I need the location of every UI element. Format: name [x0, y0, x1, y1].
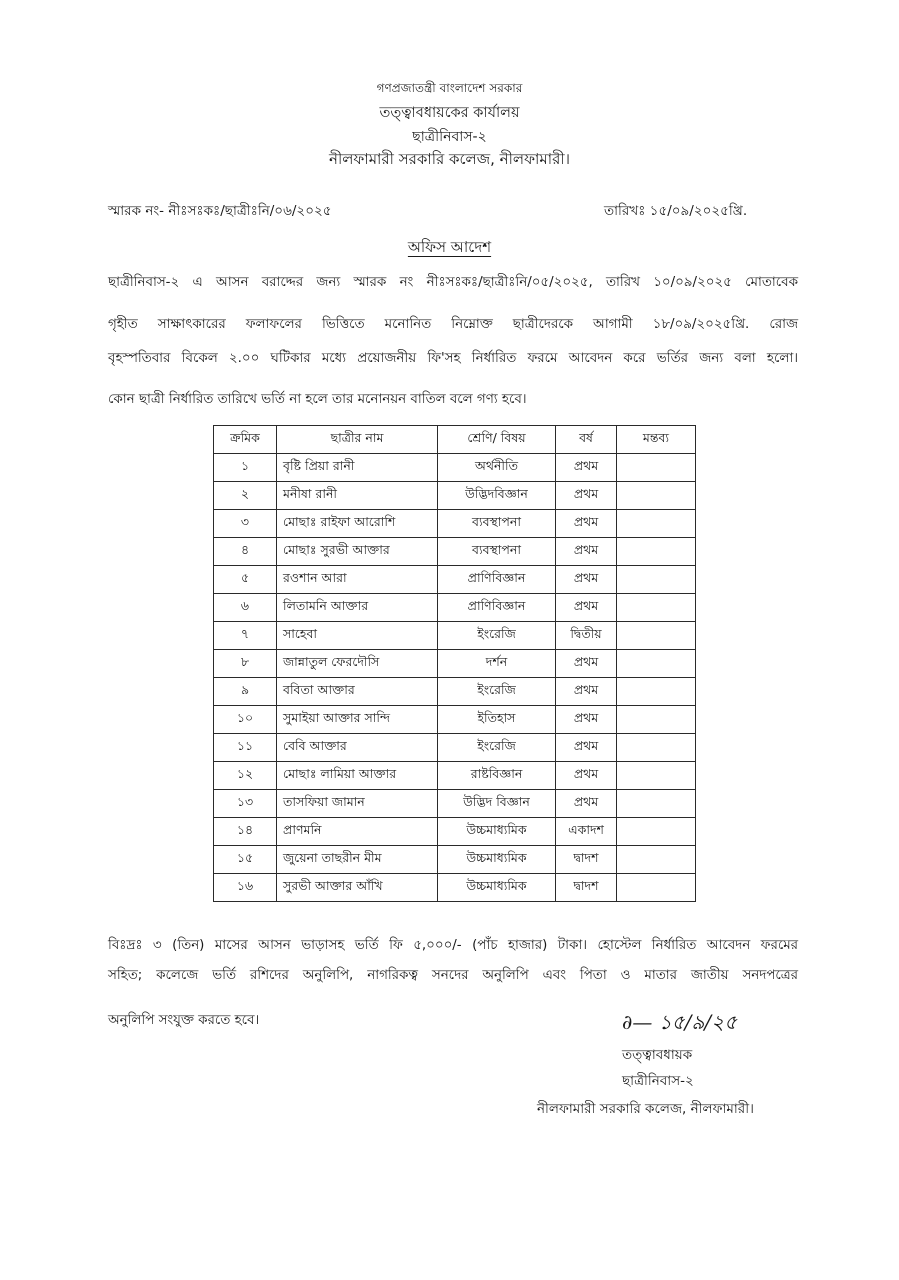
- table-row: [214, 594, 696, 622]
- cell-serial: ১: [214, 454, 277, 482]
- cell-serial: ৮: [214, 650, 277, 678]
- cell-serial: ১৫: [214, 846, 277, 874]
- cell-subject: উচ্চমাধ্যমিক: [438, 818, 556, 846]
- cell-name: জান্নাতুল ফেরদৌসি: [277, 650, 438, 678]
- cell-remarks: [617, 678, 696, 706]
- table-row: [214, 454, 696, 482]
- cell-subject: রাষ্টবিজ্ঞান: [438, 762, 556, 790]
- cell-serial: ১০: [214, 706, 277, 734]
- table-row: [214, 538, 696, 566]
- cell-subject: অর্থনীতি: [438, 454, 556, 482]
- table-row: [214, 874, 696, 902]
- cell-subject: উদ্ভিদবিজ্ঞান: [438, 482, 556, 510]
- cell-name: জুয়েনা তাছরীন মীম: [277, 846, 438, 874]
- cell-remarks: [617, 734, 696, 762]
- cell-name: সুমাইয়া আক্তার সান্দি: [277, 706, 438, 734]
- header-office: তত্ত্বাবধায়কের কার্যালয়: [379, 105, 520, 121]
- cell-remarks: [617, 482, 696, 510]
- table-row: [214, 762, 696, 790]
- cell-remarks: [617, 818, 696, 846]
- cell-year: প্রথম: [556, 566, 617, 594]
- header-year: বর্ষ: [556, 426, 617, 454]
- cell-name: বৃষ্টি প্রিয়া রানী: [277, 454, 438, 482]
- header-government: গণপ্রজাতন্ত্রী বাংলাদেশ সরকার: [376, 81, 523, 95]
- cell-serial: ১৪: [214, 818, 277, 846]
- cell-serial: ১২: [214, 762, 277, 790]
- header-hostel: ছাত্রীনিবাস-২: [412, 129, 487, 145]
- cell-serial: ৫: [214, 566, 277, 594]
- cell-serial: ৯: [214, 678, 277, 706]
- cell-serial: ১৩: [214, 790, 277, 818]
- document-title: [0, 236, 899, 261]
- header-institution: নীলফামারী সরকারি কলেজ, নীলফামারী।: [328, 150, 570, 168]
- cell-name: বেবি আক্তার: [277, 734, 438, 762]
- cell-year: প্রথম: [556, 538, 617, 566]
- cell-serial: ৬: [214, 594, 277, 622]
- cell-name: তাসফিয়া জামান: [277, 790, 438, 818]
- cell-year: প্রথম: [556, 482, 617, 510]
- cell-name: ববিতা আক্তার: [277, 678, 438, 706]
- cell-year: প্রথম: [556, 706, 617, 734]
- cell-year: প্রথম: [556, 594, 617, 622]
- cell-subject: প্রাণিবিজ্ঞান: [438, 566, 556, 594]
- header-serial: ক্রমিক: [214, 426, 277, 454]
- cell-name: মনীষা রানী: [277, 482, 438, 510]
- cell-year: প্রথম: [556, 454, 617, 482]
- cell-remarks: [617, 454, 696, 482]
- cell-name: মোছাঃ সুরভী আক্তার: [277, 538, 438, 566]
- cell-year: দ্বাদশ: [556, 846, 617, 874]
- table-row: [214, 818, 696, 846]
- cell-remarks: [617, 874, 696, 902]
- cell-remarks: [617, 706, 696, 734]
- table-row: [214, 650, 696, 678]
- cell-subject: ইতিহাস: [438, 706, 556, 734]
- cell-name: প্রাণমনি: [277, 818, 438, 846]
- cell-remarks: [617, 790, 696, 818]
- memo-number: স্মারক নং- নীঃসঃকঃ/ছাত্রীঃনি/০৬/২০২৫: [108, 203, 332, 219]
- cell-year: প্রথম: [556, 762, 617, 790]
- note-line-1: বিঃদ্রঃ ৩ (তিন) মাসের আসন ভাড়াসহ ভর্তি ফি ৫,০০০/- (পাঁচ হাজার) টাকা। হোস্টেল নির্ধারিত আবেদন ফরমের: [108, 938, 798, 953]
- cell-year: প্রথম: [556, 678, 617, 706]
- handwritten-signature: ∂— ১৫/৯/২৫: [622, 1010, 738, 1034]
- cell-subject: ইংরেজি: [438, 622, 556, 650]
- cell-serial: ৪: [214, 538, 277, 566]
- cell-name: সাহেবা: [277, 622, 438, 650]
- cell-subject: দর্শন: [438, 650, 556, 678]
- cell-subject: ইংরেজি: [438, 734, 556, 762]
- signatory-office: ছাত্রীনিবাস-২: [622, 1073, 694, 1089]
- header-name: ছাত্রীর নাম: [277, 426, 438, 454]
- cell-name: সুরভী আক্তার আঁখি: [277, 874, 438, 902]
- cell-year: প্রথম: [556, 734, 617, 762]
- cell-subject: উচ্চমাধ্যমিক: [438, 874, 556, 902]
- cell-remarks: [617, 538, 696, 566]
- cell-subject: প্রাণিবিজ্ঞান: [438, 594, 556, 622]
- cell-year: প্রথম: [556, 790, 617, 818]
- cell-remarks: [617, 566, 696, 594]
- cell-serial: ৩: [214, 510, 277, 538]
- body-line-3: বৃহস্পতিবার বিকেল ২.০০ ঘটিকার মধ্যে প্রয়োজনীয় ফি'সহ নির্ধারিত ফরমে আবেদন করে ভর্তির জন্য বলা হলো।: [108, 351, 798, 366]
- table-row: [214, 734, 696, 762]
- cell-name: মোছাঃ রাইফা আরোশি: [277, 510, 438, 538]
- cell-subject: উচ্চমাধ্যমিক: [438, 846, 556, 874]
- cell-year: প্রথম: [556, 510, 617, 538]
- issue-date: তারিখঃ ১৫/০৯/২০২৫খ্রি.: [604, 203, 748, 219]
- cell-year: দ্বাদশ: [556, 874, 617, 902]
- document-title-text: অফিস আদেশ: [407, 238, 492, 256]
- cell-remarks: [617, 594, 696, 622]
- cell-name: লিতামনি আক্তার: [277, 594, 438, 622]
- cell-name: রওশান আরা: [277, 566, 438, 594]
- cell-remarks: [617, 622, 696, 650]
- body-line-2: গৃহীত সাক্ষাৎকারের ফলাফলের ভিত্তিতে মনোনিত নিম্নোক্ত ছাত্রীদেরকে আগামী ১৮/০৯/২০২৫খ্রি. রোজ: [108, 317, 798, 332]
- cell-subject: ব্যবস্থাপনা: [438, 538, 556, 566]
- cell-subject: ইংরেজি: [438, 678, 556, 706]
- table-header-row: [214, 426, 696, 454]
- header-subject: শ্রেণি/ বিষয়: [438, 426, 556, 454]
- cell-serial: ৭: [214, 622, 277, 650]
- table-body: [214, 454, 696, 902]
- cell-remarks: [617, 510, 696, 538]
- cell-remarks: [617, 846, 696, 874]
- table-row: [214, 790, 696, 818]
- signatory-designation: তত্ত্বাবধায়ক: [622, 1047, 693, 1063]
- note-line-2: সহিত; কলেজে ভর্তি রশিদের অনুলিপি, নাগরিকত্ব সনদের অনুলিপি এবং পিতা ও মাতার জাতীয় সনদপত্রের: [108, 968, 798, 983]
- table-row: [214, 678, 696, 706]
- cell-remarks: [617, 650, 696, 678]
- cell-year: একাদশ: [556, 818, 617, 846]
- body-line-1: ছাত্রীনিবাস-২ এ আসন বরাদ্দের জন্য স্মারক নং নীঃসঃকঃ/ছাত্রীঃনি/০৫/২০২৫, তারিখ ১০/০৯/২০২৫ মোতাবেক: [108, 275, 798, 290]
- cell-remarks: [617, 762, 696, 790]
- cell-name: মোছাঃ লামিয়া আক্তার: [277, 762, 438, 790]
- table-row: [214, 566, 696, 594]
- table-row: [214, 482, 696, 510]
- table-row: [214, 622, 696, 650]
- cell-serial: ২: [214, 482, 277, 510]
- header-remarks: মন্তব্য: [617, 426, 696, 454]
- table-row: [214, 510, 696, 538]
- cell-serial: ১১: [214, 734, 277, 762]
- body-line-4: কোন ছাত্রী নির্ধারিত তারিখে ভর্তি না হলে তার মনোনয়ন বাতিল বলে গণ্য হবে।: [108, 392, 527, 407]
- selected-students-table: [213, 425, 696, 902]
- signatory-institution: নীলফামারী সরকারি কলেজ, নীলফামারী।: [537, 1101, 754, 1117]
- cell-year: দ্বিতীয়: [556, 622, 617, 650]
- table-row: [214, 846, 696, 874]
- note-line-3: অনুলিপি সংযুক্ত করতে হবে।: [108, 1013, 260, 1028]
- cell-year: প্রথম: [556, 650, 617, 678]
- cell-subject: উদ্ভিদ বিজ্ঞান: [438, 790, 556, 818]
- cell-subject: ব্যবস্থাপনা: [438, 510, 556, 538]
- table-row: [214, 706, 696, 734]
- cell-serial: ১৬: [214, 874, 277, 902]
